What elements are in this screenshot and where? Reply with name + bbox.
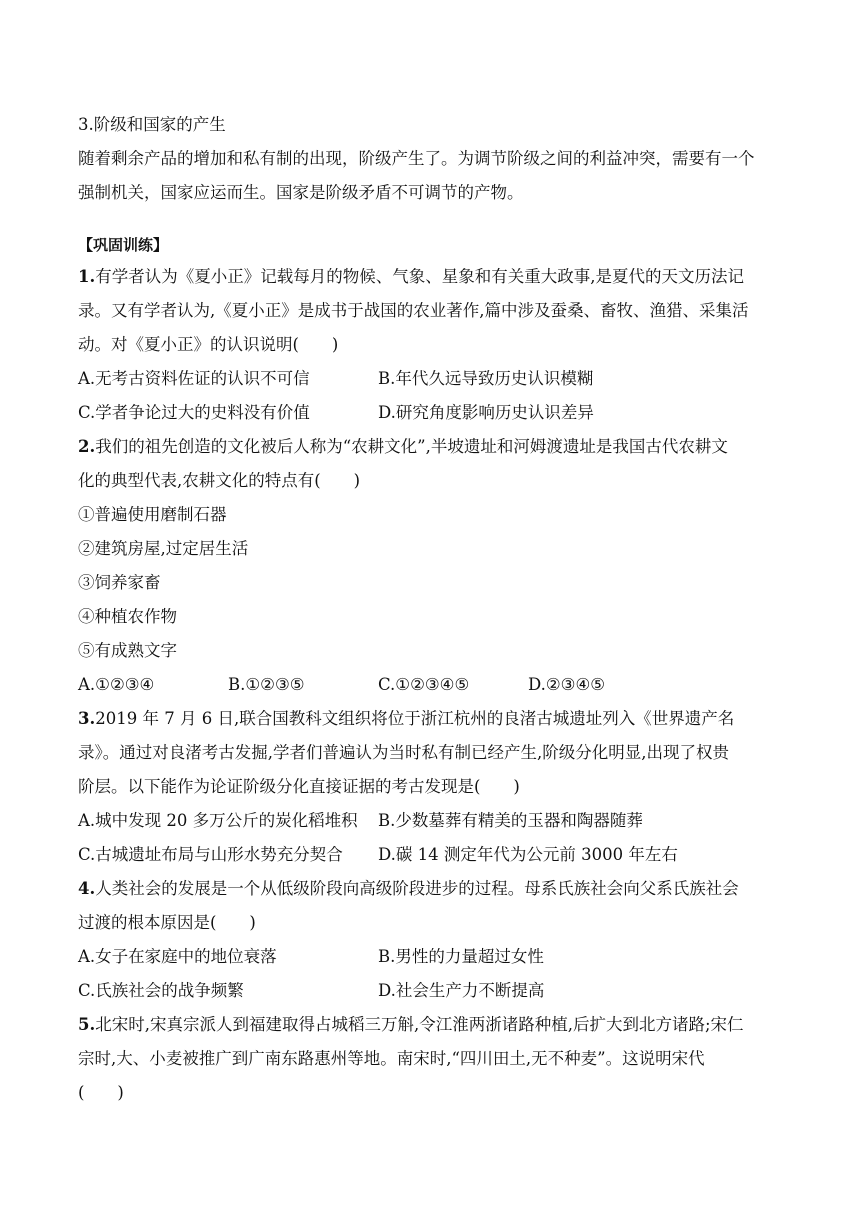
option-d: D.社会生产力不断提高 [378,981,545,1000]
option-d: D.②③④⑤ [528,675,606,694]
question-number: 2. [78,437,96,456]
option-row [78,362,783,396]
option-b: B.少数墓葬有精美的玉器和陶器随葬 [378,811,643,830]
document-page [78,108,783,1110]
question-stem-line: 阶层。以下能作为论证阶级分化直接证据的考古发现是( ) [78,777,520,796]
option-b: B.男性的力量超过女性 [378,947,544,966]
option-a: A.城中发现 20 多万公斤的炭化稻堆积 [78,811,358,830]
question-stem-line: 录》。通过对良渚考古发掘,学者们普遍认为当时私有制已经产生,阶级分化明显,出现了权贵 [78,743,729,762]
question-2 [78,430,783,702]
intro-paragraph-line: 随着剩余产品的增加和私有制的出现，阶级产生了。为调节阶级之间的利益冲突，需要有一个 [78,149,755,168]
intro-paragraph-line: 强制机关，国家应运而生。国家是阶级矛盾不可调节的产物。 [78,183,524,202]
question-stem-line: 宗时,大、小麦被推广到广南东路惠州等地。南宋时,“四川田土,无不种麦”。这说明宋代 [78,1049,705,1068]
question-stem-line: ( ) [78,1083,124,1102]
question-number: 4. [78,879,96,898]
list-item: ①普遍使用磨制石器 [78,505,227,524]
question-stem-line: 1.有学者认为《夏小正》记载每月的物候、气象、星象和有关重大政事,是夏代的天文历法记 [78,267,744,286]
question-stem-line: 2.我们的祖先创造的文化被后人称为“农耕文化”,半坡遗址和河姆渡遗址是我国古代农耕文 [78,437,728,456]
list-item: ②建筑房屋,过定居生活 [78,539,249,558]
question-5 [78,1008,783,1110]
option-row [78,396,783,430]
question-3 [78,702,783,872]
option-b: B.①②③⑤ [228,675,305,694]
question-stem-line: 录。又有学者认为,《夏小正》是成书于战国的农业著作,篇中涉及蚕桑、畜牧、渔猎、采集活 [78,301,749,320]
option-a: A.无考古资料佐证的认识不可信 [78,369,310,388]
question-stem-line: 3.2019 年 7 月 6 日,联合国教科文组织将位于浙江杭州的良渚古城遗址列入《世界遗产名 [78,709,735,728]
option-a: A.①②③④ [78,675,155,694]
question-stem-line: 过渡的根本原因是( ) [78,913,256,932]
list-item: ⑤有成熟文字 [78,641,177,660]
question-4 [78,872,783,1008]
question-number: 3. [78,709,96,728]
option-a: A.女子在家庭中的地位衰落 [78,947,277,966]
question-number: 1. [78,267,96,286]
option-d: D.碳 14 测定年代为公元前 3000 年左右 [378,845,678,864]
option-b: B.年代久远导致历史认识模糊 [378,369,594,388]
question-stem-line: 化的典型代表,农耕文化的特点有( ) [78,471,361,490]
question-stem-line: 5.北宋时,宋真宗派人到福建取得占城稻三万斛,令江淮两浙诸路种植,后扩大到北方诸路;宋仁 [78,1015,744,1034]
question-stem-line: 动。对《夏小正》的认识说明( ) [78,335,339,354]
question-number: 5. [78,1015,96,1034]
option-row [78,974,783,1008]
option-c: C.古城遗址布局与山形水势充分契合 [78,845,343,864]
question-1 [78,260,783,430]
list-item: ④种植农作物 [78,607,177,626]
intro-heading: 3.阶级和国家的产生 [78,115,226,134]
option-d: D.研究角度影响历史认识差异 [378,403,594,422]
option-row [78,940,783,974]
option-row [78,838,783,872]
option-c: C.氏族社会的战争频繁 [78,981,244,1000]
option-row [78,668,783,702]
question-stem-line: 4.人类社会的发展是一个从低级阶段向高级阶段进步的过程。母系氏族社会向父系氏族社会 [78,879,739,898]
option-c: C.①②③④⑤ [378,675,470,694]
list-item: ③饲养家畜 [78,573,161,592]
option-c: C.学者争论过大的史料没有价值 [78,403,310,422]
option-row [78,804,783,838]
section-title: 【巩固训练】 [78,236,169,254]
